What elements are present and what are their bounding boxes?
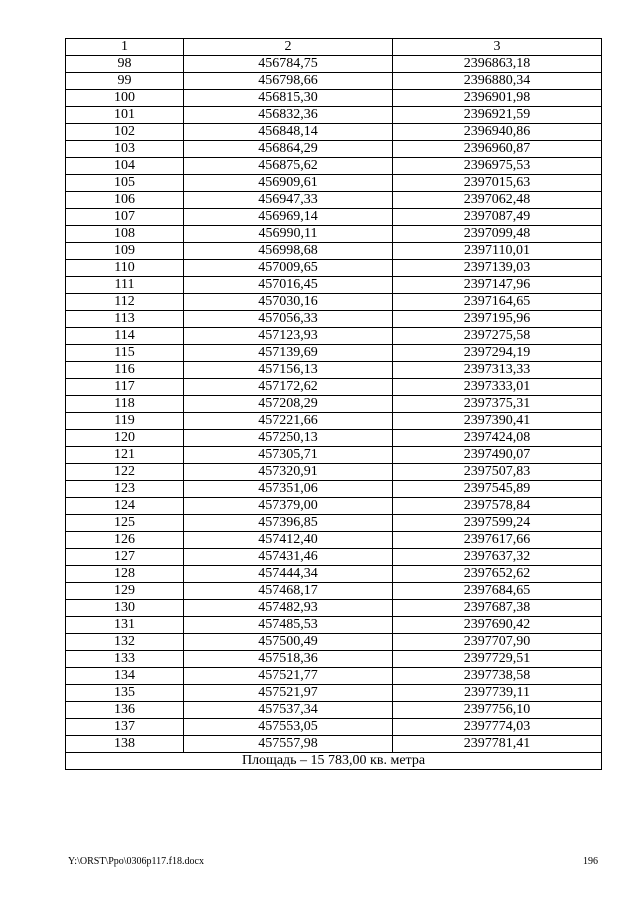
x-coordinate-cell: 457553,05 bbox=[184, 719, 393, 736]
table-row bbox=[66, 413, 602, 430]
point-number-cell: 125 bbox=[66, 515, 184, 532]
table-row bbox=[66, 685, 602, 702]
point-number-cell: 108 bbox=[66, 226, 184, 243]
x-coordinate-cell: 457521,77 bbox=[184, 668, 393, 685]
x-coordinate-cell: 457518,36 bbox=[184, 651, 393, 668]
table-body bbox=[66, 56, 602, 753]
table-row bbox=[66, 362, 602, 379]
file-path: Y:\ORST\Ppo\0306p117.f18.docx bbox=[68, 856, 204, 867]
y-coordinate-cell: 2397313,33 bbox=[393, 362, 602, 379]
table-row bbox=[66, 583, 602, 600]
x-coordinate-cell: 456848,14 bbox=[184, 124, 393, 141]
x-coordinate-cell: 457139,69 bbox=[184, 345, 393, 362]
x-coordinate-cell: 457482,93 bbox=[184, 600, 393, 617]
point-number-cell: 123 bbox=[66, 481, 184, 498]
table-row bbox=[66, 600, 602, 617]
table-row bbox=[66, 107, 602, 124]
table-row bbox=[66, 277, 602, 294]
point-number-cell: 109 bbox=[66, 243, 184, 260]
point-number-cell: 111 bbox=[66, 277, 184, 294]
y-coordinate-cell: 2397739,11 bbox=[393, 685, 602, 702]
x-coordinate-cell: 457208,29 bbox=[184, 396, 393, 413]
y-coordinate-cell: 2397087,49 bbox=[393, 209, 602, 226]
point-number-cell: 128 bbox=[66, 566, 184, 583]
x-coordinate-cell: 457156,13 bbox=[184, 362, 393, 379]
y-coordinate-cell: 2397687,38 bbox=[393, 600, 602, 617]
y-coordinate-cell: 2396880,34 bbox=[393, 73, 602, 90]
x-coordinate-cell: 456998,68 bbox=[184, 243, 393, 260]
x-coordinate-cell: 457557,98 bbox=[184, 736, 393, 753]
table-row bbox=[66, 379, 602, 396]
x-coordinate-cell: 457444,34 bbox=[184, 566, 393, 583]
point-number-cell: 106 bbox=[66, 192, 184, 209]
table-row bbox=[66, 396, 602, 413]
point-number-cell: 122 bbox=[66, 464, 184, 481]
x-coordinate-cell: 457009,65 bbox=[184, 260, 393, 277]
x-coordinate-cell: 456864,29 bbox=[184, 141, 393, 158]
point-number-cell: 117 bbox=[66, 379, 184, 396]
point-number-cell: 116 bbox=[66, 362, 184, 379]
area-row bbox=[66, 753, 602, 770]
point-number-cell: 113 bbox=[66, 311, 184, 328]
y-coordinate-cell: 2396975,53 bbox=[393, 158, 602, 175]
table-row bbox=[66, 345, 602, 362]
x-coordinate-cell: 456815,30 bbox=[184, 90, 393, 107]
table-row bbox=[66, 702, 602, 719]
table-row bbox=[66, 719, 602, 736]
y-coordinate-cell: 2397637,32 bbox=[393, 549, 602, 566]
y-coordinate-cell: 2397738,58 bbox=[393, 668, 602, 685]
y-coordinate-cell: 2396960,87 bbox=[393, 141, 602, 158]
x-coordinate-cell: 457500,49 bbox=[184, 634, 393, 651]
x-coordinate-cell: 457030,16 bbox=[184, 294, 393, 311]
point-number-cell: 105 bbox=[66, 175, 184, 192]
table-row bbox=[66, 566, 602, 583]
x-coordinate-cell: 457431,46 bbox=[184, 549, 393, 566]
table-row bbox=[66, 668, 602, 685]
table-row bbox=[66, 192, 602, 209]
point-number-cell: 102 bbox=[66, 124, 184, 141]
table-header-row bbox=[66, 39, 602, 56]
header-cell-3: 3 bbox=[393, 39, 602, 56]
point-number-cell: 110 bbox=[66, 260, 184, 277]
point-number-cell: 127 bbox=[66, 549, 184, 566]
table-row bbox=[66, 651, 602, 668]
table-row bbox=[66, 73, 602, 90]
x-coordinate-cell: 457379,00 bbox=[184, 498, 393, 515]
y-coordinate-cell: 2397390,41 bbox=[393, 413, 602, 430]
table-row bbox=[66, 549, 602, 566]
table-row bbox=[66, 532, 602, 549]
y-coordinate-cell: 2397756,10 bbox=[393, 702, 602, 719]
y-coordinate-cell: 2397062,48 bbox=[393, 192, 602, 209]
point-number-cell: 119 bbox=[66, 413, 184, 430]
y-coordinate-cell: 2397139,03 bbox=[393, 260, 602, 277]
table-row bbox=[66, 498, 602, 515]
page-number: 196 bbox=[583, 856, 598, 867]
point-number-cell: 133 bbox=[66, 651, 184, 668]
point-number-cell: 98 bbox=[66, 56, 184, 73]
y-coordinate-cell: 2397690,42 bbox=[393, 617, 602, 634]
x-coordinate-cell: 456875,62 bbox=[184, 158, 393, 175]
y-coordinate-cell: 2397164,65 bbox=[393, 294, 602, 311]
point-number-cell: 136 bbox=[66, 702, 184, 719]
point-number-cell: 112 bbox=[66, 294, 184, 311]
table-row bbox=[66, 158, 602, 175]
y-coordinate-cell: 2397707,90 bbox=[393, 634, 602, 651]
table-row bbox=[66, 141, 602, 158]
point-number-cell: 135 bbox=[66, 685, 184, 702]
point-number-cell: 100 bbox=[66, 90, 184, 107]
point-number-cell: 124 bbox=[66, 498, 184, 515]
y-coordinate-cell: 2397424,08 bbox=[393, 430, 602, 447]
table-row bbox=[66, 736, 602, 753]
table-row bbox=[66, 634, 602, 651]
y-coordinate-cell: 2397545,89 bbox=[393, 481, 602, 498]
y-coordinate-cell: 2397729,51 bbox=[393, 651, 602, 668]
table-row bbox=[66, 311, 602, 328]
x-coordinate-cell: 456990,11 bbox=[184, 226, 393, 243]
x-coordinate-cell: 457123,93 bbox=[184, 328, 393, 345]
y-coordinate-cell: 2397507,83 bbox=[393, 464, 602, 481]
x-coordinate-cell: 457468,17 bbox=[184, 583, 393, 600]
point-number-cell: 101 bbox=[66, 107, 184, 124]
header-cell-1: 1 bbox=[66, 39, 184, 56]
point-number-cell: 107 bbox=[66, 209, 184, 226]
y-coordinate-cell: 2397774,03 bbox=[393, 719, 602, 736]
table-row bbox=[66, 430, 602, 447]
x-coordinate-cell: 457221,66 bbox=[184, 413, 393, 430]
point-number-cell: 137 bbox=[66, 719, 184, 736]
x-coordinate-cell: 456798,66 bbox=[184, 73, 393, 90]
table-row bbox=[66, 56, 602, 73]
table-row bbox=[66, 294, 602, 311]
point-number-cell: 114 bbox=[66, 328, 184, 345]
x-coordinate-cell: 457250,13 bbox=[184, 430, 393, 447]
point-number-cell: 129 bbox=[66, 583, 184, 600]
y-coordinate-cell: 2397275,58 bbox=[393, 328, 602, 345]
point-number-cell: 118 bbox=[66, 396, 184, 413]
x-coordinate-cell: 457172,62 bbox=[184, 379, 393, 396]
y-coordinate-cell: 2396863,18 bbox=[393, 56, 602, 73]
point-number-cell: 132 bbox=[66, 634, 184, 651]
y-coordinate-cell: 2397490,07 bbox=[393, 447, 602, 464]
y-coordinate-cell: 2397781,41 bbox=[393, 736, 602, 753]
point-number-cell: 138 bbox=[66, 736, 184, 753]
x-coordinate-cell: 456832,36 bbox=[184, 107, 393, 124]
x-coordinate-cell: 457056,33 bbox=[184, 311, 393, 328]
table-row bbox=[66, 481, 602, 498]
point-number-cell: 103 bbox=[66, 141, 184, 158]
header-cell-2: 2 bbox=[184, 39, 393, 56]
x-coordinate-cell: 457485,53 bbox=[184, 617, 393, 634]
point-number-cell: 115 bbox=[66, 345, 184, 362]
table-row bbox=[66, 464, 602, 481]
x-coordinate-cell: 457412,40 bbox=[184, 532, 393, 549]
table-row bbox=[66, 243, 602, 260]
y-coordinate-cell: 2397578,84 bbox=[393, 498, 602, 515]
table-row bbox=[66, 226, 602, 243]
point-number-cell: 126 bbox=[66, 532, 184, 549]
x-coordinate-cell: 456969,14 bbox=[184, 209, 393, 226]
point-number-cell: 130 bbox=[66, 600, 184, 617]
table-row bbox=[66, 175, 602, 192]
y-coordinate-cell: 2396901,98 bbox=[393, 90, 602, 107]
point-number-cell: 121 bbox=[66, 447, 184, 464]
y-coordinate-cell: 2397652,62 bbox=[393, 566, 602, 583]
y-coordinate-cell: 2397015,63 bbox=[393, 175, 602, 192]
x-coordinate-cell: 457016,45 bbox=[184, 277, 393, 294]
x-coordinate-cell: 457537,34 bbox=[184, 702, 393, 719]
x-coordinate-cell: 457320,91 bbox=[184, 464, 393, 481]
y-coordinate-cell: 2397333,01 bbox=[393, 379, 602, 396]
table-row bbox=[66, 124, 602, 141]
y-coordinate-cell: 2397195,96 bbox=[393, 311, 602, 328]
x-coordinate-cell: 456784,75 bbox=[184, 56, 393, 73]
table-row bbox=[66, 617, 602, 634]
x-coordinate-cell: 456909,61 bbox=[184, 175, 393, 192]
point-number-cell: 131 bbox=[66, 617, 184, 634]
point-number-cell: 104 bbox=[66, 158, 184, 175]
coordinates-table bbox=[65, 38, 602, 770]
y-coordinate-cell: 2397099,48 bbox=[393, 226, 602, 243]
x-coordinate-cell: 456947,33 bbox=[184, 192, 393, 209]
table-row bbox=[66, 515, 602, 532]
y-coordinate-cell: 2396940,86 bbox=[393, 124, 602, 141]
y-coordinate-cell: 2397294,19 bbox=[393, 345, 602, 362]
y-coordinate-cell: 2397375,31 bbox=[393, 396, 602, 413]
table-row bbox=[66, 260, 602, 277]
x-coordinate-cell: 457396,85 bbox=[184, 515, 393, 532]
table-row bbox=[66, 328, 602, 345]
point-number-cell: 99 bbox=[66, 73, 184, 90]
y-coordinate-cell: 2397110,01 bbox=[393, 243, 602, 260]
x-coordinate-cell: 457521,97 bbox=[184, 685, 393, 702]
y-coordinate-cell: 2397147,96 bbox=[393, 277, 602, 294]
y-coordinate-cell: 2397617,66 bbox=[393, 532, 602, 549]
x-coordinate-cell: 457351,06 bbox=[184, 481, 393, 498]
x-coordinate-cell: 457305,71 bbox=[184, 447, 393, 464]
table-row bbox=[66, 447, 602, 464]
point-number-cell: 134 bbox=[66, 668, 184, 685]
y-coordinate-cell: 2397684,65 bbox=[393, 583, 602, 600]
y-coordinate-cell: 2397599,24 bbox=[393, 515, 602, 532]
y-coordinate-cell: 2396921,59 bbox=[393, 107, 602, 124]
point-number-cell: 120 bbox=[66, 430, 184, 447]
table-row bbox=[66, 90, 602, 107]
area-summary-cell: Площадь – 15 783,00 кв. метра bbox=[66, 753, 602, 770]
table-row bbox=[66, 209, 602, 226]
